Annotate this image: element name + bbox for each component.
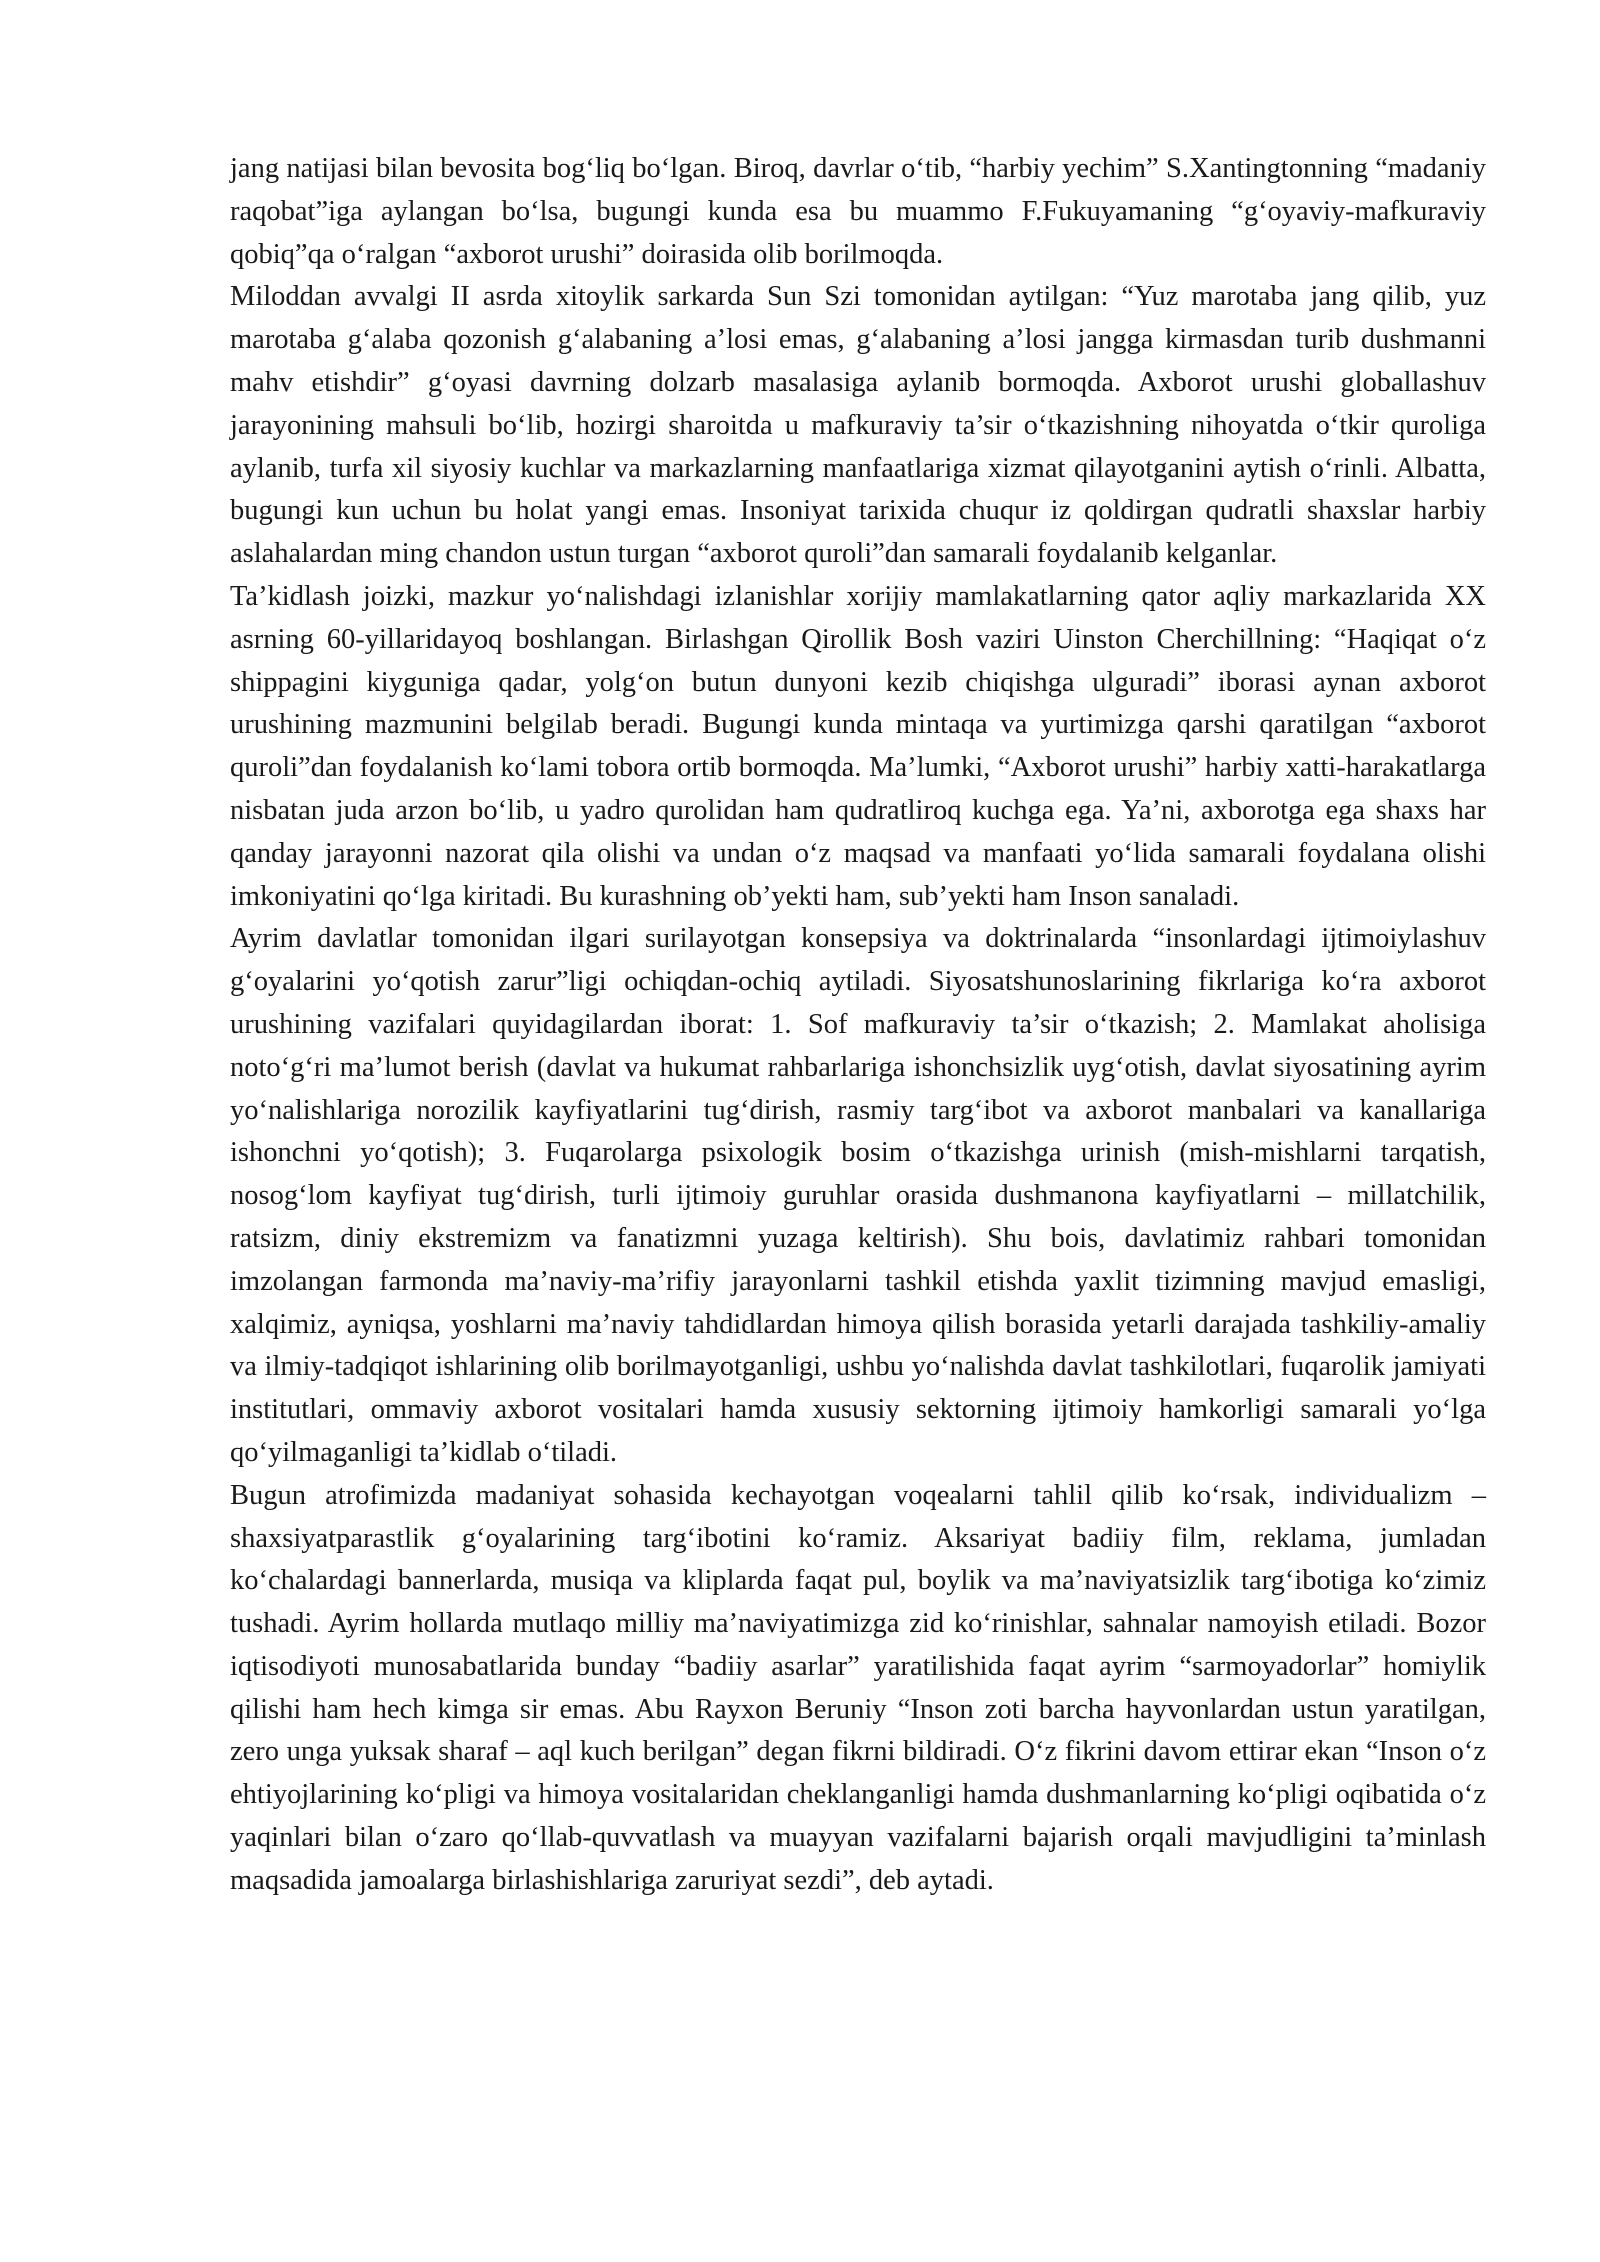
paragraph: Ta’kidlash joizki, mazkur yo‘nalishdagi izlanishlar xorijiy mamlakatlarning qator aqliy markazlarida XX asrning 60-yillaridayoq boshlangan. Birlashgan Qirollik Bosh vaziri Uinston Cherchillning: “Haqiqat o‘z shippagini kiyguniga qadar, yolg‘on butun dunyoni kezib chiqishga ulguradi” iborasi aynan axborot urushining mazmunini belgilab beradi. Bugungi kunda mintaqa va yurtimizga qarshi qaratilgan “axborot quroli”dan foydalanish ko‘lami tobora ortib bormoqda. Ma’lumki, “Axborot urushi” harbiy xatti-harakatlarga nisbatan juda arzon bo‘lib, u yadro qurolidan ham qudratliroq kuchga ega. Ya’ni, axborotga ega shaxs har qanday jarayonni nazorat qila olishi va undan o‘z maqsad va manfaati yo‘lida samarali foydalana olishi imkoniyatini qo‘lga kiritadi. Bu kurashning ob’yekti ham, sub’yekti ham Inson sanaladi. [230,580,1486,912]
paragraph: Bugun atrofimizda madaniyat sohasida kechayotgan voqealarni tahlil qilib ko‘rsak, individualizm – shaxsiyatparastlik g‘oyalarining targ‘ibotini ko‘ramiz. Aksariyat badiiy film, reklama, jumladan ko‘chalardagi bannerlarda, musiqa va kliplarda faqat pul, boylik va ma’naviyatsizlik targ‘ibotiga ko‘zimiz tushadi. Ayrim hollarda mutlaqo milliy ma’naviyatimizga zid ko‘rinishlar, sahnalar namoyish etiladi. Bozor iqtisodiyoti munosabatlarida bunday “badiiy asarlar” yaratilishida faqat ayrim “sarmoyadorlar” homiylik qilishi ham hech kimga sir emas. Abu Rayxon Beruniy “Inson zoti barcha hayvonlardan ustun yaratilgan, zero unga yuksak sharaf – aql kuch berilgan” degan fikrni bildiradi. O‘z fikrini davom ettirar ekan “Inson o‘z ehtiyojlarining ko‘pligi va himoya vositalaridan cheklanganligi hamda dushmanlarning ko‘pligi oqibatida o‘z yaqinlari bilan o‘zaro qo‘llab-quvvatlash va muayyan vazifalarni bajarish orqali mavjudligini ta’minlash maqsadida jamoalarga birlashishlariga zaruriyat sezdi”, deb aytadi. [230,1479,1486,1896]
paragraph: Ayrim davlatlar tomonidan ilgari surilayotgan konsepsiya va doktrinalarda “insonlardagi ijtimoiylashuv g‘oyalarini yo‘qotish zarur”ligi ochiqdan-ochiq aytiladi. Siyosatshunoslarining fikrlariga ko‘ra axborot urushining vazifalari quyidagilardan iborat: 1. Sof mafkuraviy ta’sir o‘tkazish; 2. Mamlakat aholisiga noto‘g‘ri ma’lumot berish (davlat va hukumat rahbarlariga ishonchsizlik uyg‘otish, davlat siyosatining ayrim yo‘nalishlariga norozilik kayfiyatlarini tug‘dirish, rasmiy targ‘ibot va axborot manbalari va kanallariga ishonchni yo‘qotish); 3. Fuqarolarga psixologik bosim o‘tkazishga urinish (mish-mishlarni tarqatish, nosog‘lom kayfiyat tug‘dirish, turli ijtimoiy guruhlar orasida dushmanona kayfiyatlarni – millatchilik, ratsizm, diniy ekstremizm va fanatizmni yuzaga keltirish). Shu bois, davlatimiz rahbari tomonidan imzolangan farmonda ma’naviy-ma’rifiy jarayonlarni tashkil etishda yaxlit tizimning mavjud emasligi, xalqimiz, ayniqsa, yoshlarni ma’naviy tahdidlardan himoya qilish borasida yetarli darajada tashkiliy-amaliy va ilmiy-tadqiqot ishlarining olib borilmayotganligi, ushbu yo‘nalishda davlat tashkilotlari, fuqarolik jamiyati institutlari, ommaviy axborot vositalari hamda xususiy sektorning ijtimoiy hamkorligi samarali yo‘lga qo‘yilmaganligi ta’kidlab o‘tiladi. [230,923,1486,1468]
paragraph: jang natijasi bilan bevosita bog‘liq bo‘lgan. Biroq, davrlar o‘tib, “harbiy yechim” S.Xantingtonning “madaniy raqobat”iga aylangan bo‘lsa, bugungi kunda esa bu muammo F.Fukuyamaning “g‘oyaviy-mafkuraviy qobiq”qa o‘ralgan “axborot urushi” doirasida olib borilmoqda. [230,153,1486,270]
document-page [230,148,1486,1903]
paragraph: Miloddan avvalgi II asrda xitoylik sarkarda Sun Szi tomonidan aytilgan: “Yuz marotaba jang qilib, yuz marotaba g‘alaba qozonish g‘alabaning a’losi emas, g‘alabaning a’losi jangga kirmasdan turib dushmanni mahv etishdir” g‘oyasi davrning dolzarb masalasiga aylanib bormoqda. Axborot urushi globallashuv jarayonining mahsuli bo‘lib, hozirgi sharoitda u mafkuraviy ta’sir o‘tkazishning nihoyatda o‘tkir quroliga aylanib, turfa xil siyosiy kuchlar va markazlarning manfaatlariga xizmat qilayotganini aytish o‘rinli. Albatta, bugungi kun uchun bu holat yangi emas. Insoniyat tarixida chuqur iz qoldirgan qudratli shaxslar harbiy aslahalardan ming chandon ustun turgan “axborot quroli”dan samarali foydalanib kelganlar. [230,281,1486,570]
